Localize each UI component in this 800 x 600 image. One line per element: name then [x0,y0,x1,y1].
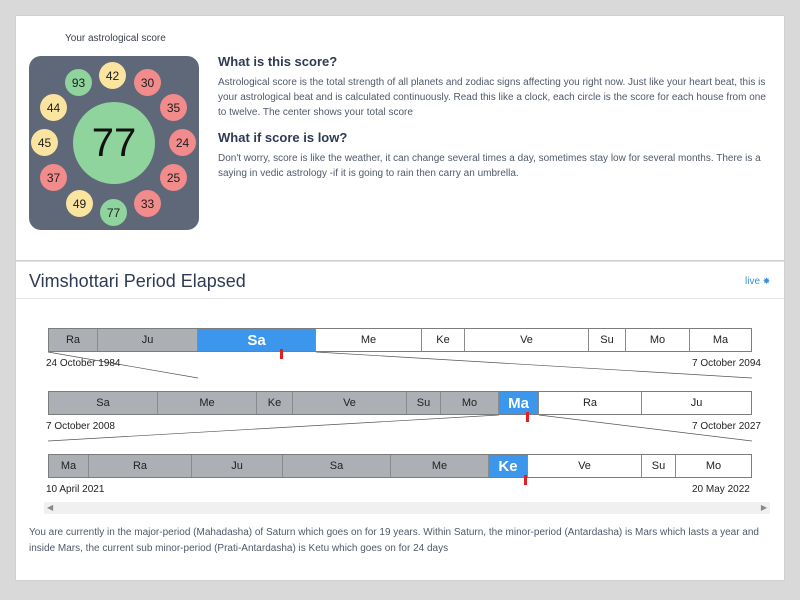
period-segment-ma[interactable]: Ma [49,455,89,477]
period-segment-ke-current[interactable]: Ke [489,455,528,477]
period-segment-mo[interactable]: Mo [626,329,690,351]
period-segment-ke[interactable]: Ke [257,392,293,414]
live-label: live [745,276,761,287]
question-heading: What if score is low? [218,130,348,145]
house-score-10: 45 [31,129,58,156]
timeline-end-date: 7 October 2027 [692,421,761,432]
period-segment-ma-current[interactable]: Ma [499,392,539,414]
house-score-3: 35 [160,94,187,121]
house-score-1: 42 [99,62,126,89]
period-summary: You are currently in the major-period (Mahadasha) of Saturn which goes on for 19 years. Within Saturn, the minor-period (Antardasha) is Mars which lasts a year and inside Mars, the current sub minor-period (Prati-Antardasha) is Ketu which goes on for 24 days [29,527,759,554]
score-explanation [218,54,768,120]
period-segment-ju[interactable]: Ju [642,392,751,414]
timeline-start-date: 7 October 2008 [46,421,115,432]
answer-text: Don't worry, score is like the weather, it can change several times a day, sometimes stay low for several months. There is a saying in vedic astrology -if it is going to rain then carry an umbrella. [218,153,761,179]
house-score-4: 24 [169,129,196,156]
period-segment-sa[interactable]: Sa [49,392,158,414]
house-score-5: 25 [160,164,187,191]
house-score-8: 49 [66,190,93,217]
period-segment-ra[interactable]: Ra [49,329,98,351]
mahadasha-timeline [48,328,752,352]
period-card [15,261,785,581]
period-segment-ju[interactable]: Ju [98,329,198,351]
antardasha-timeline [48,391,752,415]
period-segment-ve[interactable]: Ve [528,455,642,477]
score-title: Your astrological score [65,33,166,44]
period-segment-me[interactable]: Me [158,392,257,414]
period-segment-mo[interactable]: Mo [441,392,499,414]
score-dial [29,56,199,230]
gear-icon: ✸ [762,276,771,286]
pratyantardasha-timeline [48,454,752,478]
timeline-start-date: 10 April 2021 [46,484,105,495]
low-score-explanation [218,130,768,181]
period-segment-ra[interactable]: Ra [539,392,642,414]
period-segment-su[interactable]: Su [642,455,676,477]
score-card [15,15,785,261]
scroll-right-icon[interactable]: ▶ [760,503,767,512]
period-segment-ju[interactable]: Ju [192,455,283,477]
period-segment-mo[interactable]: Mo [676,455,751,477]
house-score-9: 37 [40,164,67,191]
period-segment-ma[interactable]: Ma [690,329,751,351]
period-segment-me[interactable]: Me [391,455,489,477]
section-title: Vimshottari Period Elapsed [29,271,246,291]
house-score-6: 33 [134,190,161,217]
period-segment-ra[interactable]: Ra [89,455,192,477]
current-time-marker [524,475,527,485]
period-segment-sa-current[interactable]: Sa [198,329,316,351]
answer-text: Astrological score is the total strength of all planets and zodiac signs affecting you right now. Just like your heart beat, this is your astrological beat and is calculated continuously. Read this like a clock, each circle is the score for each house from one to twelve. The center shows your total score [218,77,766,118]
period-segment-su[interactable]: Su [589,329,626,351]
scroll-left-icon[interactable]: ◀ [47,503,54,512]
period-segment-sa[interactable]: Sa [283,455,391,477]
period-segment-ke[interactable]: Ke [422,329,465,351]
period-segment-me[interactable]: Me [316,329,422,351]
timeline-end-date: 7 October 2094 [692,358,761,369]
timeline-end-date: 20 May 2022 [692,484,750,495]
timeline-start-date: 24 October 1984 [46,358,121,369]
current-time-marker [280,349,283,359]
horizontal-scrollbar[interactable] [44,502,770,514]
total-score: 77 [73,102,155,184]
house-score-2: 30 [134,69,161,96]
period-segment-ve[interactable]: Ve [465,329,589,351]
period-segment-su[interactable]: Su [407,392,441,414]
current-time-marker [526,412,529,422]
house-score-11: 44 [40,94,67,121]
house-score-12: 93 [65,69,92,96]
period-segment-ve[interactable]: Ve [293,392,407,414]
question-heading: What is this score? [218,54,338,69]
house-score-7: 77 [100,199,127,226]
